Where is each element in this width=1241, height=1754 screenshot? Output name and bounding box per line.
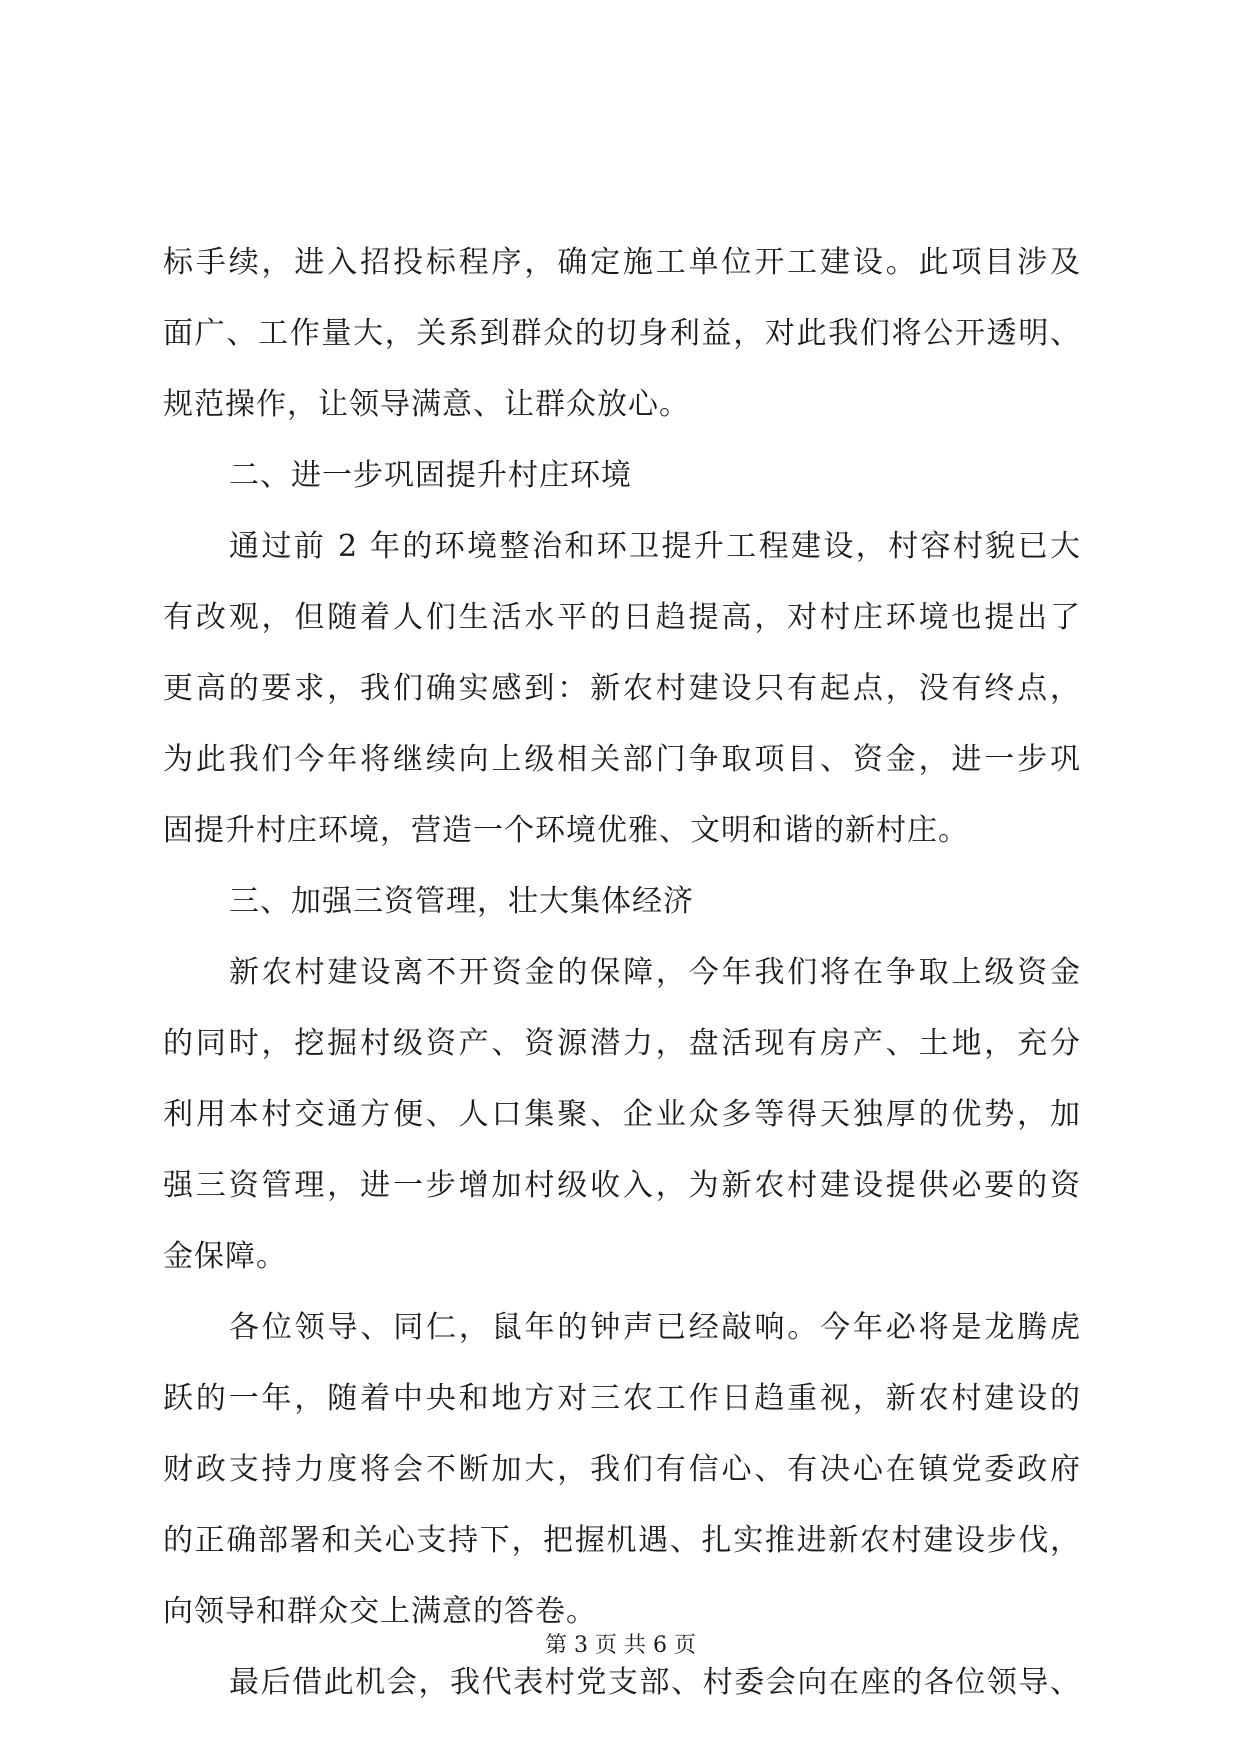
body-line: 各位领导、同仁，鼠年的钟声已经敲响。今年必将是龙腾虎 (229, 1310, 1081, 1345)
body-line: 有改观，但随着人们生活水平的日趋提高，对村庄环境也提出了 (163, 600, 1081, 635)
body-line: 面广、工作量大，关系到群众的切身利益，对此我们将公开透明、 (163, 316, 1081, 351)
section-heading: 二、进一步巩固提升村庄环境 (229, 458, 632, 493)
body-line: 固提升村庄环境，营造一个环境优雅、文明和谐的新村庄。 (163, 813, 969, 848)
body-line: 财政支持力度将会不断加大，我们有信心、有决心在镇党委政府 (163, 1452, 1081, 1487)
body-line: 为此我们今年将继续向上级相关部门争取项目、资金，进一步巩 (163, 742, 1081, 777)
section-heading: 三、加强三资管理，壮大集体经济 (229, 884, 694, 919)
body-line: 新农村建设离不开资金的保障，今年我们将在争取上级资金 (229, 955, 1081, 990)
body-line: 的同时，挖掘村级资产、资源潜力，盘活现有房产、土地，充分 (163, 1026, 1081, 1061)
body-line: 规范操作，让领导满意、让群众放心。 (163, 387, 690, 422)
page-number-footer: 第 3 页 共 6 页 (545, 1633, 696, 1658)
body-text (163, 227, 1081, 1718)
body-line: 金保障。 (163, 1239, 287, 1274)
body-line: 跃的一年，随着中央和地方对三农工作日趋重视，新农村建设的 (163, 1381, 1081, 1416)
body-line: 更高的要求，我们确实感到：新农村建设只有起点，没有终点， (163, 671, 1081, 706)
body-line: 通过前 2 年的环境整治和环卫提升工程建设，村容村貌已大 (229, 529, 1081, 564)
body-line: 利用本村交通方便、人口集聚、企业众多等得天独厚的优势，加 (163, 1097, 1081, 1132)
body-line: 最后借此机会，我代表村党支部、村委会向在座的各位领导、 (229, 1665, 1081, 1700)
body-line: 强三资管理，进一步增加村级收入，为新农村建设提供必要的资 (163, 1168, 1081, 1203)
body-line: 的正确部署和关心支持下，把握机遇、扎实推进新农村建设步伐， (163, 1523, 1081, 1558)
body-line: 标手续，进入招投标程序，确定施工单位开工建设。此项目涉及 (163, 245, 1081, 280)
body-line: 向领导和群众交上满意的答卷。 (163, 1594, 597, 1629)
